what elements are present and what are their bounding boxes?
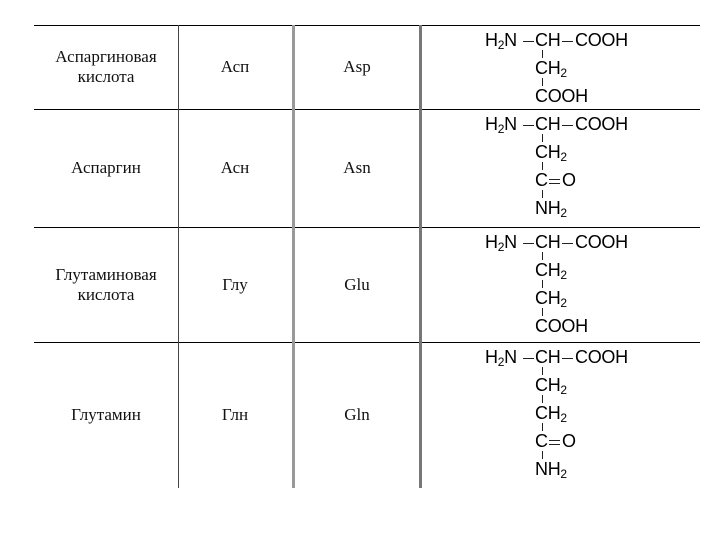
alpha-carbon-label: CH (535, 347, 561, 367)
amino-acid-name: Аспаргиновая кислота (55, 47, 157, 86)
carboxyl-group-label: COOH (575, 232, 628, 252)
group-symbol: CH (535, 260, 561, 280)
group-symbol: C (535, 170, 548, 190)
bond-line (542, 423, 543, 431)
abbreviation-en: Gln (344, 405, 370, 424)
alpha-carbon-label: CH (535, 30, 561, 50)
amino-n: N (504, 30, 517, 50)
group-symbol: COOH (535, 86, 588, 106)
side-chain-group (535, 316, 588, 337)
amino-group-label (485, 30, 517, 51)
group-symbol: CH (535, 403, 561, 423)
side-chain-group (535, 86, 588, 107)
amino-group-label (485, 232, 517, 253)
abbreviation-ru: Асп (220, 57, 250, 76)
amino-n: N (504, 232, 517, 252)
bond-line (523, 243, 534, 244)
group-symbol: CH (535, 375, 561, 395)
group-subscript: 2 (560, 467, 567, 481)
abbreviation-en: Glu (344, 274, 370, 294)
double-bond (549, 179, 560, 184)
amino-subscript: 2 (497, 38, 505, 52)
bond-line (542, 252, 543, 260)
amino-subscript: 2 (497, 355, 505, 369)
group-subscript: 2 (560, 66, 567, 80)
side-chain-group (535, 459, 567, 480)
alpha-carbon-label: CH (535, 232, 561, 252)
bond-line (523, 125, 534, 126)
abbreviation-ru: Асн (220, 158, 250, 177)
bond-line (542, 78, 543, 86)
bond-line (542, 50, 543, 58)
group-symbol: NH (535, 459, 561, 479)
group-subscript: 2 (560, 296, 567, 310)
amino-acid-table (34, 25, 700, 488)
bond-line (542, 395, 543, 403)
side-chain-group (535, 170, 548, 191)
bond-line (542, 280, 543, 288)
group-subscript: 2 (560, 150, 567, 164)
abbreviation-en: Asp (343, 57, 371, 76)
amino-h: H (485, 347, 498, 367)
side-chain-group (535, 288, 567, 309)
group-symbol: CH (535, 288, 561, 308)
side-chain-group (535, 198, 567, 219)
bond-line (562, 358, 573, 359)
column-divider (419, 25, 422, 488)
bond-line (542, 162, 543, 170)
carbonyl-oxygen: O (562, 170, 576, 190)
group-symbol: C (535, 431, 548, 451)
amino-h: H (485, 30, 498, 50)
side-chain-group (535, 58, 567, 79)
side-chain-group (535, 375, 567, 396)
bond-line (562, 243, 573, 244)
group-subscript: 2 (560, 383, 567, 397)
bond-line (542, 367, 543, 375)
abbreviation-en: Asn (343, 158, 371, 177)
amino-group-label (485, 347, 517, 368)
bond-line (562, 125, 573, 126)
carboxyl-group-label: COOH (575, 114, 628, 134)
amino-acid-name: Аспаргин (71, 158, 141, 177)
bond-line (542, 190, 543, 198)
abbreviation-ru: Глн (221, 405, 249, 424)
amino-h: H (485, 232, 498, 252)
alpha-carbon-label: CH (535, 114, 561, 134)
bond-line (542, 308, 543, 316)
bond-line (523, 358, 534, 359)
group-symbol: COOH (535, 316, 588, 336)
amino-acid-name: Глутамин (71, 405, 141, 424)
carboxyl-group-label: COOH (575, 30, 628, 50)
group-symbol: CH (535, 142, 561, 162)
group-symbol: NH (535, 198, 561, 218)
amino-subscript: 2 (497, 122, 505, 136)
group-subscript: 2 (560, 268, 567, 282)
amino-group-label (485, 114, 517, 135)
amino-subscript: 2 (497, 240, 505, 254)
bond-line (542, 134, 543, 142)
bond-line (523, 41, 534, 42)
side-chain-group (535, 142, 567, 163)
group-subscript: 2 (560, 411, 567, 425)
side-chain-group (535, 431, 548, 452)
amino-acid-name: Глутаминовая кислота (55, 264, 157, 304)
abbreviation-ru: Глу (222, 274, 248, 294)
carboxyl-group-label: COOH (575, 347, 628, 367)
amino-n: N (504, 347, 517, 367)
bond-line (542, 451, 543, 459)
double-bond (549, 440, 560, 445)
amino-h: H (485, 114, 498, 134)
side-chain-group (535, 403, 567, 424)
bond-line (562, 41, 573, 42)
side-chain-group (535, 260, 567, 281)
amino-n: N (504, 114, 517, 134)
group-symbol: CH (535, 58, 561, 78)
carbonyl-oxygen: O (562, 431, 576, 451)
group-subscript: 2 (560, 206, 567, 220)
